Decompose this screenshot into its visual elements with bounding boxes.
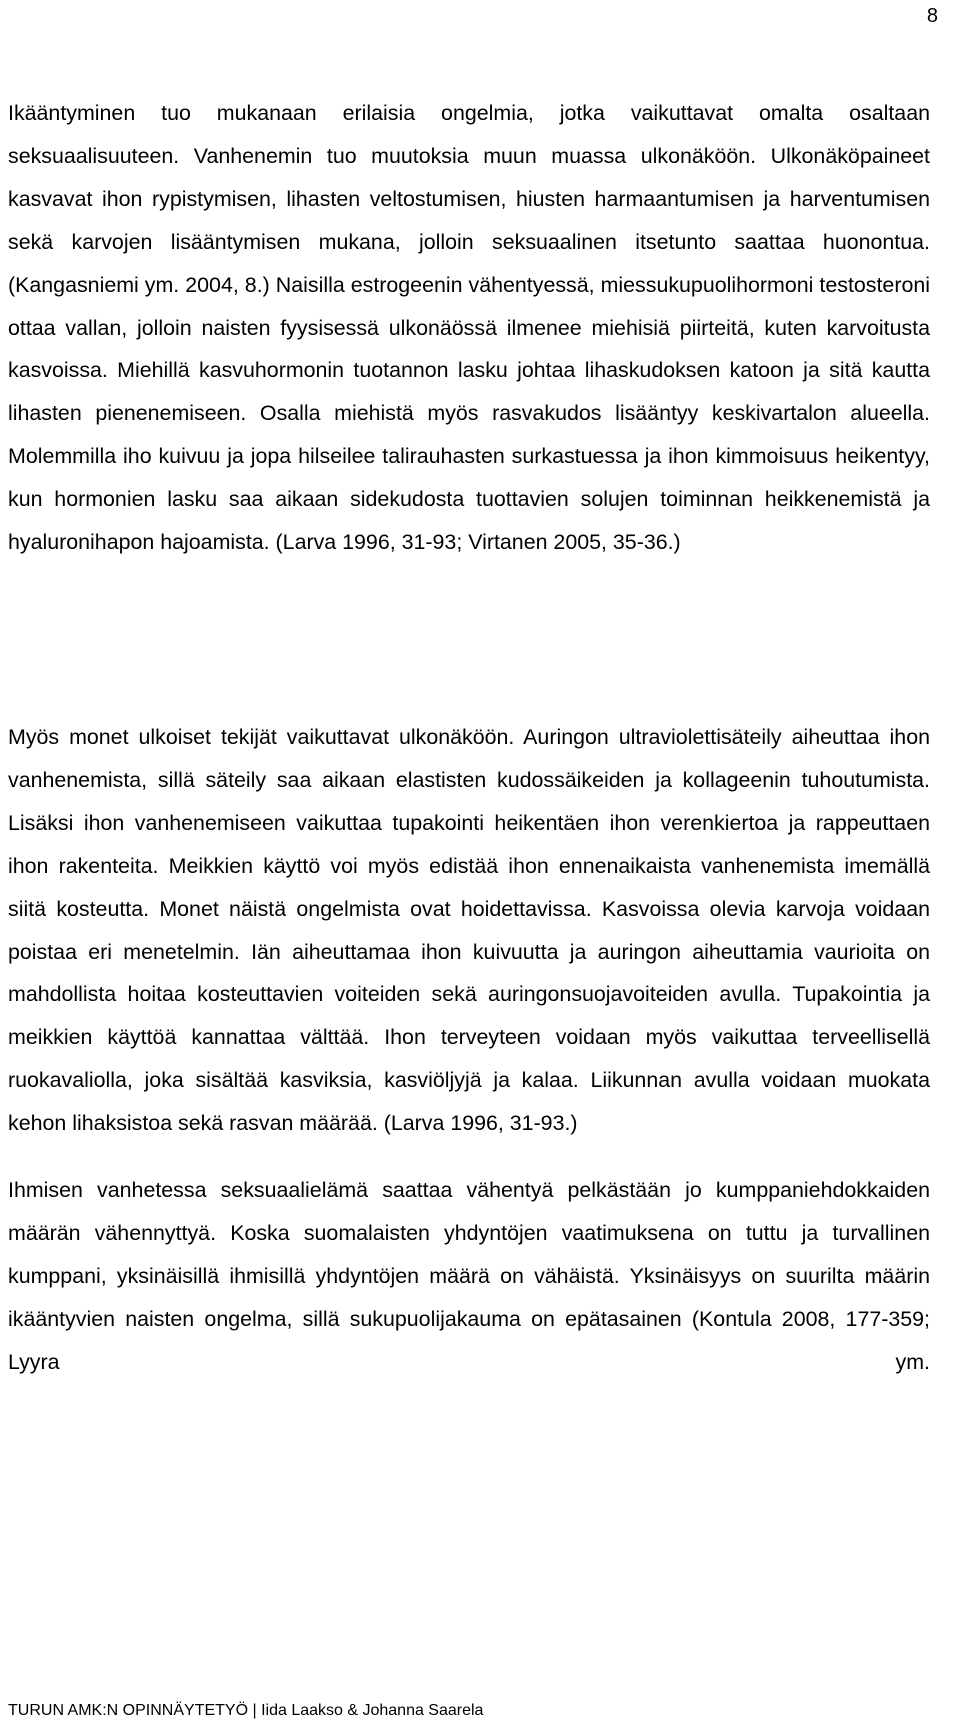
paragraph-3: Ihmisen vanhetessa seksuaalielämä saattaa vähentyä pelkästään jo kumppaniehdokkaiden määrän vähennyttyä. Koska suomalaisten yhdyntöjen vaatimuksena on tuttu ja turvallinen kumppani, yksinäisillä ihmisillä yhdyntöjen määrä on vähäistä. Yksinäisyys on suurilta määrin ikääntyvien naisten ongelma, sillä sukupuolijakauma on epätasainen (Kontula 2008, 177-359; Lyyra ym. xyxy=(8,1178,930,1374)
paragraph-1: Ikääntyminen tuo mukanaan erilaisia ongelmia, jotka vaikuttavat omalta osaltaan seksuaalisuuteen. Vanhenemin tuo muutoksia muun muassa ulkonäköön. Ulkonäköpaineet kasvavat ihon rypistymisen, lihasten veltostumisen, hiusten harmaantumisen ja harventumisen sekä karvojen lisääntymisen mukana, jolloin seksuaalinen itsetunto saattaa huonontua. (Kangasniemi ym. 2004, 8.) Naisilla estrogeenin vähentyessä, miessukupuolihormoni testosteroni ottaa vallan, jolloin naisten fyysisessä ulkonäössä ilmenee miehisiä piirteitä, kuten karvoitusta kasvoissa. Miehillä kasvuhormonin tuotannon lasku johtaa lihaskudoksen katoon ja sitä kautta lihasten pienenemiseen. Osalla miehistä myös rasvakudos lisääntyy keskivartalon alueella. Molemmilla iho kuivuu ja jopa hilseilee talirauhasten surkastuessa ja ihon kimmoisuus heikentyy, kun hormonien lasku saa aikaan sidekudosta tuottavien solujen toiminnan heikkenemistä ja hyaluronihapon hajoamista. (Larva 1996, 31-93; Virtanen 2005, 35-36.) xyxy=(8,101,930,555)
document-body xyxy=(8,92,930,1384)
page-number: 8 xyxy=(926,5,938,27)
page-footer: TURUN AMK:N OPINNÄYTETYÖ | Iida Laakso & Johanna Saarela xyxy=(8,1702,484,1719)
paragraph-2: Myös monet ulkoiset tekijät vaikuttavat ulkonäköön. Auringon ultraviolettisäteily aiheuttaa ihon vanhenemista, sillä säteily saa aikaan elastisten kudossäikeiden ja kollageenin tuhoutumista. Lisäksi ihon vanhenemiseen vaikuttaa tupakointi heikentäen ihon verenkiertoa ja rappeuttaen ihon rakenteita. Meikkien käyttö voi myös edistää ihon ennenaikaista vanhenemista imemällä siitä kosteutta. Monet näistä ongelmista ovat hoidettavissa. Kasvoissa olevia karvoja voidaan poistaa eri menetelmin. Iän aiheuttamaa ihon kuivuutta ja auringon aiheuttamia vaurioita on mahdollista hoitaa kosteuttavien voiteiden sekä auringonsuojavoiteiden avulla. Tupakointia ja meikkien käyttöä kannattaa välttää. Ihon terveyteen voidaan myös vaikuttaa terveellisellä ruokavaliolla, joka sisältää kasviksia, kasviöljyjä ja kalaa. Liikunnan avulla voidaan muokata kehon lihaksistoa sekä rasvan määrää. (Larva 1996, 31-93.) xyxy=(8,725,930,1136)
